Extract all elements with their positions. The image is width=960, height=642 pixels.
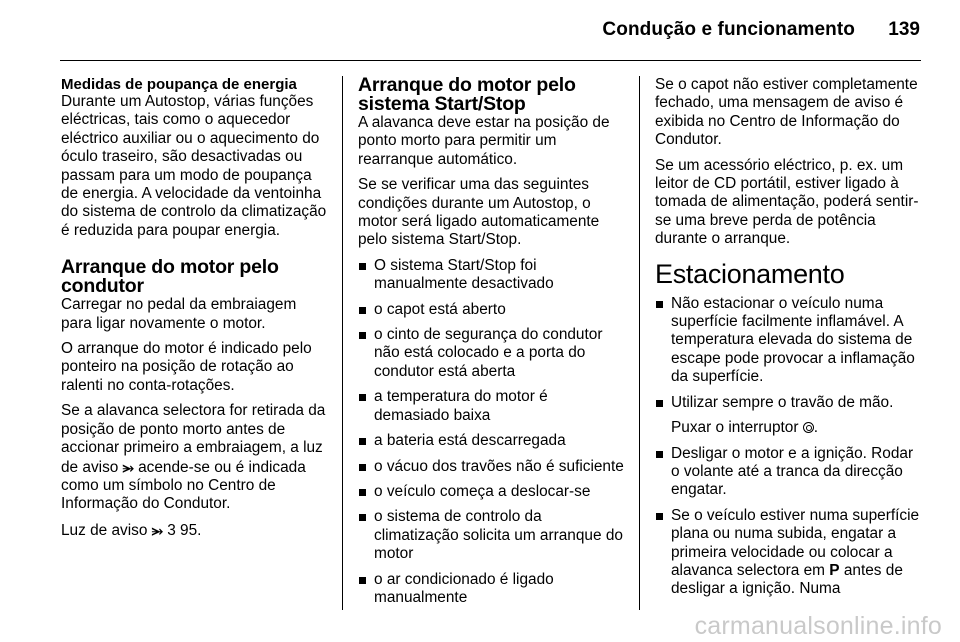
column-divider-1	[342, 76, 343, 610]
parking-heading: Estacionamento	[655, 258, 845, 289]
list-item-text: Utilizar sempre o travão de mão.	[671, 393, 894, 411]
page-number: 139	[888, 19, 920, 40]
steering-warning-icon: ⭃	[151, 521, 163, 538]
list-item	[655, 394, 925, 438]
brake-switch-text: Puxar o interruptor	[671, 419, 799, 437]
column-2	[358, 76, 626, 614]
parking-list	[655, 295, 925, 599]
list-item-text-b: antes de desligar a ignição. Numa	[671, 561, 903, 598]
list-item: a bateria está descarregada	[358, 432, 626, 450]
driver-start-p1: Carregar no pedal da embraiagem para ligar novamente o motor.	[61, 296, 297, 332]
list-item-text-a: Se o veículo estiver numa superfície plana ou numa subida, engatar a primeira velocidade ou colocar a alavanca selectora em	[671, 506, 920, 579]
driver-start-p2: O arranque do motor é indicado pelo ponteiro na posição de rotação ao ralenti no conta-rotações.	[61, 340, 312, 394]
list-item: o ar condicionado é ligado manualmente	[358, 571, 626, 608]
hood-warning-text: Se o capot não estiver completamente fechado, uma mensagem de aviso é exibida no Centro de Informação do Condutor.	[655, 76, 918, 149]
list-item: Não estacionar o veículo numa superfície facilmente inflamável. A temperatura elevada do sistema de escape pode provocar a inflamação da superfície.	[655, 295, 925, 387]
list-item: Desligar o motor e a ignição. Rodar o volante até a tranca da direcção engatar.	[655, 445, 925, 500]
section-title: Condução e funcionamento	[602, 19, 855, 40]
watermark: carmanualsonline.info	[694, 612, 942, 640]
page-header	[0, 0, 960, 60]
parking-brake-icon	[803, 422, 814, 433]
column-1	[61, 76, 329, 547]
energy-text: Durante um Autostop, várias funções eléctricas, tais como o aquecedor eléctrico auxiliar ou o aquecimento do óculo traseiro, são desactivadas ou passam para um modo de poupança de energia. A velocidade da ventoinha do sistema de controlo da climatização é reduzida para poupar energia.	[61, 93, 327, 239]
autostart-heading: Arranque do motor pelo sistema Start/Stop	[358, 74, 576, 115]
warning-light-label: Luz de aviso	[61, 521, 148, 539]
autostart-conditions-list	[358, 257, 626, 608]
gear-position-p: P	[829, 561, 840, 579]
list-item: o cinto de segurança do condutor não está colocado e a porta do condutor está aberta	[358, 326, 626, 381]
driver-start-p3	[61, 402, 329, 513]
autostart-p1: A alavanca deve estar na posição de ponto morto para permitir um rearranque automático.	[358, 114, 610, 168]
driver-start-heading: Arranque do motor pelo condutor	[61, 256, 279, 298]
energy-heading: Medidas de poupança de energia	[61, 76, 297, 93]
list-item	[655, 507, 925, 599]
list-item: o veículo começa a deslocar-se	[358, 483, 626, 501]
driver-start-p3-a: Se a alavanca selectora for retirada da posição de ponto morto antes de accionar primeiro a embraiagem, a luz de aviso	[61, 402, 326, 476]
column-divider-2	[639, 76, 640, 610]
page-reference: 3 95.	[167, 521, 202, 539]
list-item-subtext: Puxar o interruptor .	[671, 419, 819, 437]
header-divider	[60, 60, 921, 61]
driver-start-p3-b: acende-se ou é indicada como um símbolo no Centro de Informação do Condutor.	[61, 458, 306, 513]
list-item: O sistema Start/Stop foi manualmente desactivado	[358, 257, 626, 294]
list-item: a temperatura do motor é demasiado baixa	[358, 388, 626, 425]
warning-light-ref	[61, 521, 329, 540]
list-item: o sistema de controlo da climatização solicita um arranque do motor	[358, 508, 626, 563]
list-item: o vácuo dos travões não é suficiente	[358, 458, 626, 476]
steering-warning-icon: ⭃	[122, 458, 134, 475]
column-3	[655, 76, 925, 606]
list-item: o capot está aberto	[358, 301, 626, 319]
autostart-p2: Se se verificar uma das seguintes condições durante um Autostop, o motor será ligado automaticamente pelo sistema Start/Stop.	[358, 176, 600, 249]
accessory-text: Se um acessório eléctrico, p. ex. um leitor de CD portátil, estiver ligado à tomada de alimentação, poderá sentir-se uma breve perda de potência durante o arranque.	[655, 156, 919, 248]
